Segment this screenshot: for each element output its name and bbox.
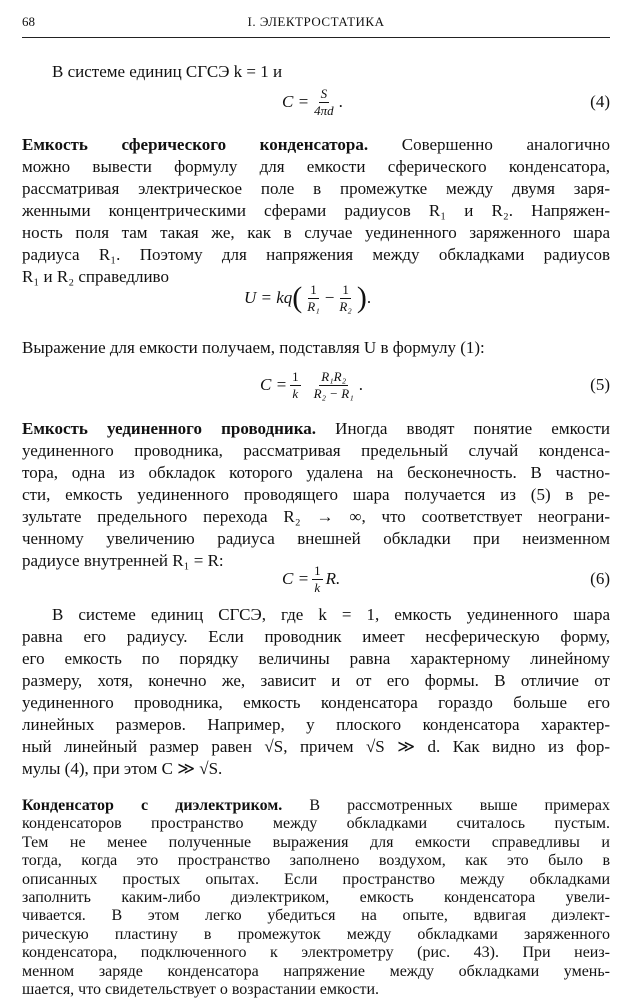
paragraph-line: уединенного проводника, емкость конденсатора гораздо больше его [22, 693, 610, 712]
section-heading: Емкость уединенного проводника. [22, 419, 317, 438]
running-header [22, 14, 610, 36]
paragraph-line: уединенного проводника, рассматривая предельный случай конденса- [22, 441, 610, 460]
paragraph-line: его емкость по порядку величины равна характерному линейному [22, 649, 610, 668]
paragraph-line: Емкость сферического конденсатора. Совершенно аналогично [22, 135, 610, 154]
paragraph-line: шается, что свидетельствует о возрастании емкости. [22, 981, 380, 998]
header-rule [22, 37, 610, 38]
paragraph-line: ченному увеличению радиуса внешней обкладки при неизменном [22, 529, 610, 548]
equation-4: C = $\frac{S}{4\pi d}$ . [282, 85, 343, 118]
paragraph-line: радиуса R₁. Поэтому для напряжения между обкладками радиусов [22, 245, 610, 264]
paragraph-line: рическую пластину в промежуток между обкладками заряженного [22, 925, 610, 943]
paragraph-line: Конденсатор с диэлектриком. В рассмотренных выше примерах [22, 797, 611, 814]
paragraph-line: можно вывести формулу для емкости сферического конденсатора, [22, 157, 610, 176]
paragraph-line: конденсаторов пространство между обкладками считалось пустым. [22, 815, 610, 833]
text-line: Выражение для емкости получаем, подставляя U в формулу (1): [22, 338, 485, 357]
page-number: 68 [22, 14, 35, 29]
paragraph-line: тора, одна из обкладок которого удалена на бесконечность. В частно- [22, 463, 610, 482]
paragraph-line: рассматривая электрическое поле в промежутке между двумя заря- [22, 179, 610, 198]
paragraph-line: чивается. В этом легко убедиться на опыте, вдвигая диэлект- [22, 907, 610, 925]
paragraph-line: тогда, когда это пространство заполнено воздухом, как это было в [22, 852, 610, 870]
text-line: В системе единиц СГСЭ k = 1 и [52, 62, 283, 81]
paragraph-line: менном заряде конденсатора напряжение между обкладками умень- [22, 962, 610, 980]
equation-voltage: U = kq ( $\frac{1}{\text{R₁}}$ − $\frac{1}{\text{R₂}}$ ) . [244, 281, 372, 314]
section-heading: Конденсатор с диэлектриком. [22, 797, 283, 814]
paragraph-line: заполнить каким-либо диэлектриком, емкость конденсатора увели- [22, 889, 610, 906]
equation-number-6: (6) [590, 569, 610, 588]
paragraph-line: ный линейный размер равен √S, причем √S ≫ d. Как видно из фор- [22, 737, 610, 756]
paragraph-line: радиусе внутренней R₁ = R: [22, 551, 224, 570]
paragraph-line: описанных простых опытах. Если пространство между обкладками [22, 870, 610, 888]
chapter-title: I. ЭЛЕКТРОСТАТИКА [247, 14, 385, 29]
paragraph-line: зультате предельного перехода R₂ → ∞, что соответствует неограни- [22, 507, 610, 526]
paragraph-line: линейных размеров. Например, у плоского конденсатора характер- [22, 715, 610, 734]
equation-number-5: (5) [590, 375, 610, 394]
paragraph-line: ность поля там такая же, как в случае уединенного заряженного шара [22, 223, 610, 242]
paragraph-line: мулы (4), при этом C ≫ √S. [22, 759, 223, 778]
paragraph-line: равна его радиусу. Если проводник имеет несферическую форму, [22, 627, 610, 646]
paragraph-line: сти, емкость уединенного проводящего шара получается из (5) в ре- [22, 485, 610, 504]
paragraph-line: женными концентрическими сферами радиусов R₁ и R₂. Напряжен- [22, 201, 610, 220]
paragraph-line: В системе единиц СГСЭ, где k = 1, емкость уединенного шара [52, 605, 610, 624]
paragraph-line: конденсатора, подключенного к электрометру (рис. 43). При неиз- [22, 944, 610, 962]
equation-number-4: (4) [590, 92, 610, 111]
paragraph-line: Емкость уединенного проводника. Иногда вводят понятие емкости [22, 419, 610, 438]
paragraph-line: R₁ и R₂ справедливо [22, 267, 169, 286]
equation-6: C = $\frac{1}{k}$ R. [282, 562, 341, 595]
section-heading: Емкость сферического конденсатора. [22, 135, 369, 154]
equation-5: C = $\frac{1}{k}$ $\frac{\text{R₁R₂}}{\text{R₂ − R₁}}$ . [260, 368, 364, 401]
paragraph-line: Тем не менее полученные выражения для емкости справедливы и [22, 833, 610, 851]
paragraph-line: размеру, хотя, конечно же, зависит и от его формы. В отличие от [22, 671, 610, 690]
